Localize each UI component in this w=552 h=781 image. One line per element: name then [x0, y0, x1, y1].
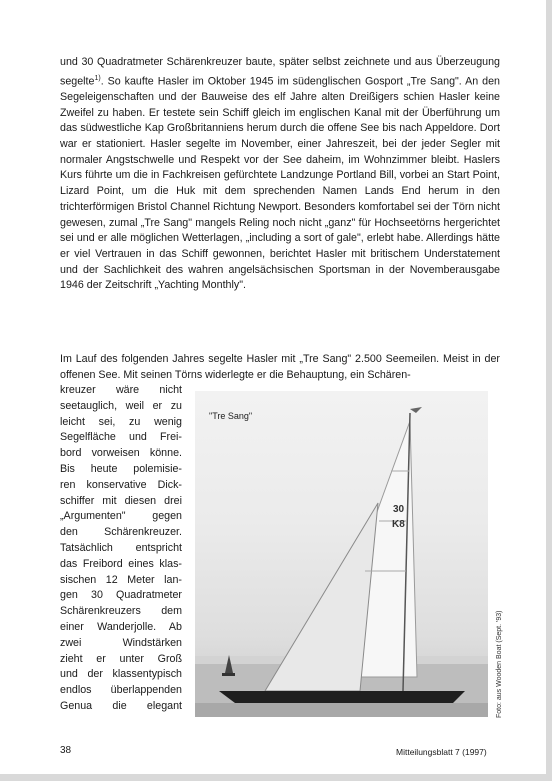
- column-line: einer Wanderjolle. Ab: [60, 620, 182, 633]
- narrow-text-column: [60, 383, 182, 715]
- publication-reference: Mitteilungsblatt 7 (1997): [396, 747, 487, 757]
- column-line: Bis heute polemisie-: [60, 462, 182, 475]
- column-line: gen 30 Quadratmeter: [60, 589, 182, 602]
- paragraph-1-rest: . So kaufte Hasler im Oktober 1945 im südenglischen Gosport „Tre Sang". An den Segeleigenschaften und der Bauweise des elf Jahre alten Dreißigers schien Hasler keine Zweifel zu haben. Er testete sein Schiff gleich im englischen Kanal mit der Überführung um das südwestliche Kap Großbritanniens herum durch die offene See bis nach Appeldore. Dort war er stationiert. Hasler segelte im November, einer Jahreszeit, bei der jeder Segler mit normaler Angstschwelle und Respekt vor der See daheim, im Wohnzimmer bleibt. Haslers Kurs führte um die in Fachkreisen gefürchtete Landzunge Portland Bill, vorbei an Start Point, Lizard Point, um die Huk mit dem sprechenden Namen Lands End herum in den trichterförmigen Bristol Channel Richtung Newport. Besonders komfortabel sei der Törn nicht gewesen, zumal „Tre Sang" mangels Reling noch nicht „ganz" für Hochseetörns hergerichtet sei und er alle möglichen Wetterlagen, „including a sort of gale", erlebt habe. Allerdings hätte er viel Vertrauen in das Schiff gewonnen, berichtet Hasler mit britischem Understatement und der Sachlichkeit des wahren angelsächsischen Sportsman in der Novemberausgabe 1946 der Zeitschrift „Yachting Monthly".: [60, 75, 500, 292]
- sailboat-illustration: [195, 391, 488, 717]
- column-line: und der klassentypisch: [60, 668, 182, 681]
- column-line: bord vorweisen könne.: [60, 447, 182, 460]
- genua-sail: [265, 503, 378, 691]
- sail-code: K8: [392, 519, 405, 530]
- column-line: „Argumenten" gegen: [60, 510, 182, 523]
- paragraph-2: Im Lauf des folgenden Jahres segelte Hasler mit „Tre Sang" 2.500 Seemeilen. Meist in der offenen See. Mit seinen Törns widerlegte er die Behauptung, ein Schären-: [60, 353, 500, 381]
- photo-caption: "Tre Sang": [209, 411, 253, 421]
- column-line: ren konservative Dick-: [60, 478, 182, 491]
- column-line: leicht sei, zu wenig: [60, 415, 182, 428]
- column-line: sischen 12 Meter lan-: [60, 573, 182, 586]
- column-line: schiffer mit diesen drei: [60, 494, 182, 507]
- page-number: 38: [60, 745, 72, 756]
- hull: [219, 691, 465, 703]
- footnote-mark: 1): [94, 74, 101, 82]
- column-line: Genua die elegant: [60, 699, 182, 712]
- column-line: Tatsächlich entspricht: [60, 541, 182, 554]
- column-line: Schärenkreuzers dem: [60, 605, 182, 618]
- column-line: endlos überlappenden: [60, 684, 182, 697]
- sail-number: 30: [393, 504, 405, 515]
- column-line: das Freibord eines klas-: [60, 557, 182, 570]
- pennant: [410, 407, 422, 413]
- column-line: kreuzer wäre nicht: [60, 384, 182, 396]
- sailboat-photo: [195, 391, 488, 717]
- column-line: den Schärenkreuzer.: [60, 526, 182, 539]
- paragraph-1: [60, 55, 500, 294]
- column-line: seetauglich, weil er zu: [60, 399, 182, 412]
- paragraph-1-start: und 30 Quadratmeter Schärenkreuzer baute, später selbst zeichnete und aus Überzeugung segelte: [60, 56, 500, 88]
- column-line: zwei Windstärken: [60, 636, 182, 649]
- column-line: zieht er unter Groß: [60, 652, 182, 665]
- column-line: Segelfläche und Frei-: [60, 431, 182, 444]
- photo-credit: Foto: aus Wooden Boat (Sept. '93): [496, 610, 503, 718]
